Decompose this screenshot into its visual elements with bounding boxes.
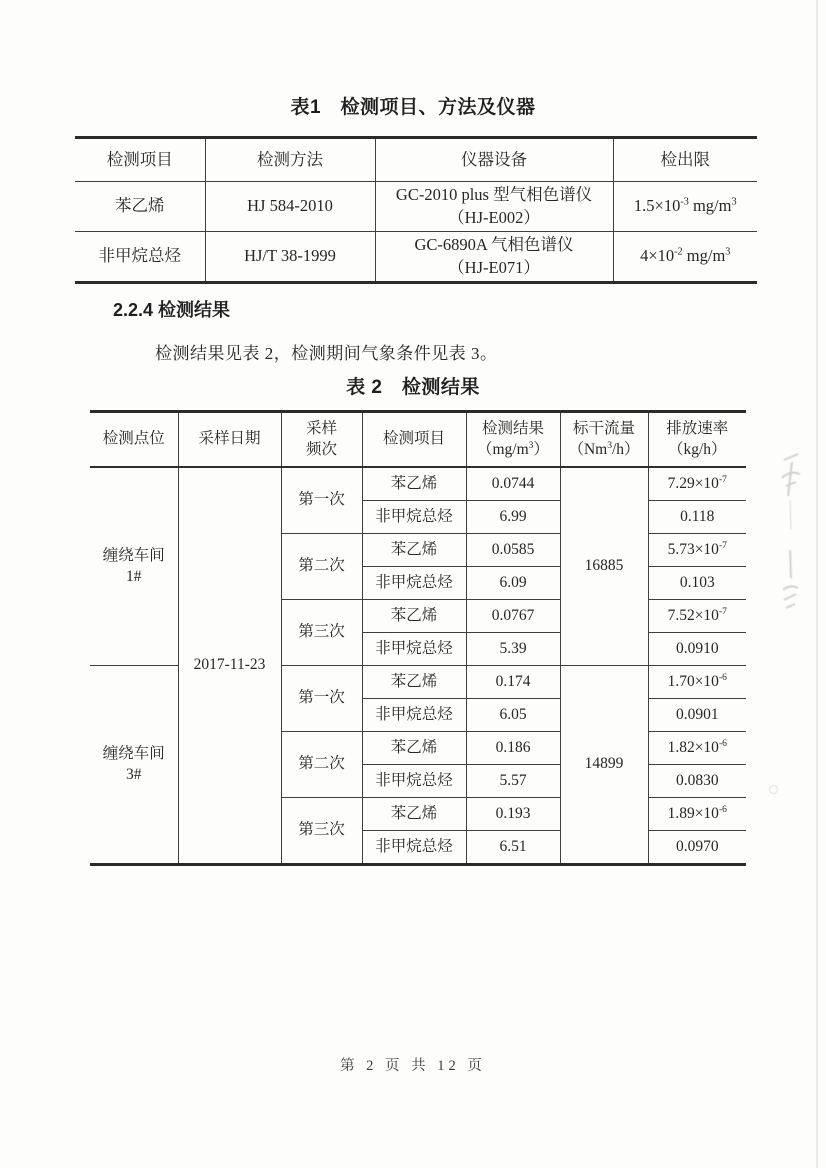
t2-cell-freq: 第二次 — [281, 534, 362, 600]
table2 — [90, 410, 746, 866]
table2-title: 表 2 检测结果 — [346, 377, 480, 398]
t1-header-2: 仪器设备 — [375, 138, 613, 182]
t2-cell-item: 苯乙烯 — [362, 467, 466, 501]
t1-cell-method: HJ 584-2010 — [205, 182, 375, 232]
t2-cell-freq: 第一次 — [281, 467, 362, 534]
t2-cell-result: 0.0585 — [466, 534, 560, 567]
t2-cell-result: 5.39 — [466, 633, 560, 666]
t1-header-3: 检出限 — [613, 138, 757, 182]
section-heading: 2.2.4 检测结果 — [113, 300, 231, 320]
t2-cell-rate: $7.52\times 10^{-7}$ — [648, 600, 746, 633]
t2-cell-rate: 0.0970 — [648, 831, 746, 865]
t1-cell-method: HJ/T 38-1999 — [205, 232, 375, 283]
t2-cell-site: 缠绕车间 1# — [90, 467, 178, 666]
t2-header-4: 检测结果 $(mg/m^3)$ — [466, 412, 560, 468]
t2-cell-result: 0.193 — [466, 798, 560, 831]
scan-edge-line — [816, 0, 818, 1168]
scan-artifact-dot — [769, 785, 778, 794]
t2-cell-site: 缠绕车间 3# — [90, 666, 178, 865]
t2-cell-freq: 第三次 — [281, 798, 362, 865]
scan-artifact-smudge — [780, 548, 802, 618]
t2-cell-item: 非甲烷总烃 — [362, 765, 466, 798]
t1-header-1: 检测方法 — [205, 138, 375, 182]
table1 — [75, 136, 757, 284]
t1-cell-item: 非甲烷总烃 — [75, 232, 205, 283]
t2-cell-item: 苯乙烯 — [362, 666, 466, 699]
t2-cell-item: 苯乙烯 — [362, 534, 466, 567]
t1-cell-item: 苯乙烯 — [75, 182, 205, 232]
t2-cell-result: 6.05 — [466, 699, 560, 732]
t2-cell-freq: 第三次 — [281, 600, 362, 666]
t2-cell-result: 5.57 — [466, 765, 560, 798]
t2-header-0: 检测点位 — [90, 412, 178, 468]
t2-header-3: 检测项目 — [362, 412, 466, 468]
t2-cell-freq: 第一次 — [281, 666, 362, 732]
t2-header-2: 采样 频次 — [281, 412, 362, 468]
t2-cell-rate: 0.118 — [648, 501, 746, 534]
t2-header-6: 排放速率 （kg/h） — [648, 412, 746, 468]
t2-cell-rate: $7.29\times 10^{-7}$ — [648, 467, 746, 501]
t2-cell-rate: 0.0910 — [648, 633, 746, 666]
t2-header-5: 标干流量 （Nm$^3$/h） — [560, 412, 648, 468]
t2-cell-result: 0.0744 — [466, 467, 560, 501]
t2-cell-result: 0.186 — [466, 732, 560, 765]
t1-cell-limit: $1.5\times 10^{-3}$ $mg/m^3$ — [613, 182, 757, 232]
t2-cell-freq: 第二次 — [281, 732, 362, 798]
t2-cell-rate: $1.70\times 10^{-6}$ — [648, 666, 746, 699]
table1-row — [75, 232, 757, 283]
table1-header-row — [75, 138, 757, 182]
t1-cell-instrument: GC-2010 plus 型气相色谱仪 （HJ-E002） — [375, 182, 613, 232]
t1-cell-limit: $4\times 10^{-2}$ $mg/m^3$ — [613, 232, 757, 283]
table2-body — [90, 467, 746, 865]
table1-head — [75, 138, 757, 182]
section-paragraph: 检测结果见表 2，检测期间气象条件见表 3。 — [155, 344, 498, 363]
t2-cell-result: 6.09 — [466, 567, 560, 600]
t2-cell-rate: 0.0830 — [648, 765, 746, 798]
table1-row — [75, 182, 757, 232]
t2-cell-result: 0.0767 — [466, 600, 560, 633]
t2-header-1: 采样日期 — [178, 412, 281, 468]
t2-cell-result: 0.174 — [466, 666, 560, 699]
t2-cell-item: 非甲烷总烃 — [362, 501, 466, 534]
t2-cell-item: 非甲烷总烃 — [362, 699, 466, 732]
table1-body — [75, 182, 757, 283]
table1-title: 表1 检测项目、方法及仪器 — [290, 97, 536, 118]
t2-cell-flow: 14899 — [560, 666, 648, 865]
t2-cell-item: 苯乙烯 — [362, 732, 466, 765]
t2-cell-result: 6.51 — [466, 831, 560, 865]
t2-cell-item: 苯乙烯 — [362, 798, 466, 831]
t2-cell-rate: $5.73\times 10^{-7}$ — [648, 534, 746, 567]
t1-header-0: 检测项目 — [75, 138, 205, 182]
t2-cell-flow: 16885 — [560, 467, 648, 666]
t2-cell-rate: $1.89\times 10^{-6}$ — [648, 798, 746, 831]
scan-artifact-smudge — [778, 452, 804, 532]
t2-cell-item: 非甲烷总烃 — [362, 633, 466, 666]
table2-row — [90, 467, 746, 501]
t1-cell-instrument: GC-6890A 气相色谱仪 （HJ-E071） — [375, 232, 613, 283]
t2-cell-rate: $1.82\times 10^{-6}$ — [648, 732, 746, 765]
t2-cell-item: 非甲烷总烃 — [362, 567, 466, 600]
t2-cell-date: 2017-11-23 — [178, 467, 281, 865]
table2-head — [90, 412, 746, 468]
t2-cell-item: 非甲烷总烃 — [362, 831, 466, 865]
page-footer: 第 2 页 共 12 页 — [340, 1058, 486, 1074]
t2-cell-result: 6.99 — [466, 501, 560, 534]
t2-cell-rate: 0.103 — [648, 567, 746, 600]
t2-cell-rate: 0.0901 — [648, 699, 746, 732]
t2-cell-item: 苯乙烯 — [362, 600, 466, 633]
table2-header-row — [90, 412, 746, 468]
